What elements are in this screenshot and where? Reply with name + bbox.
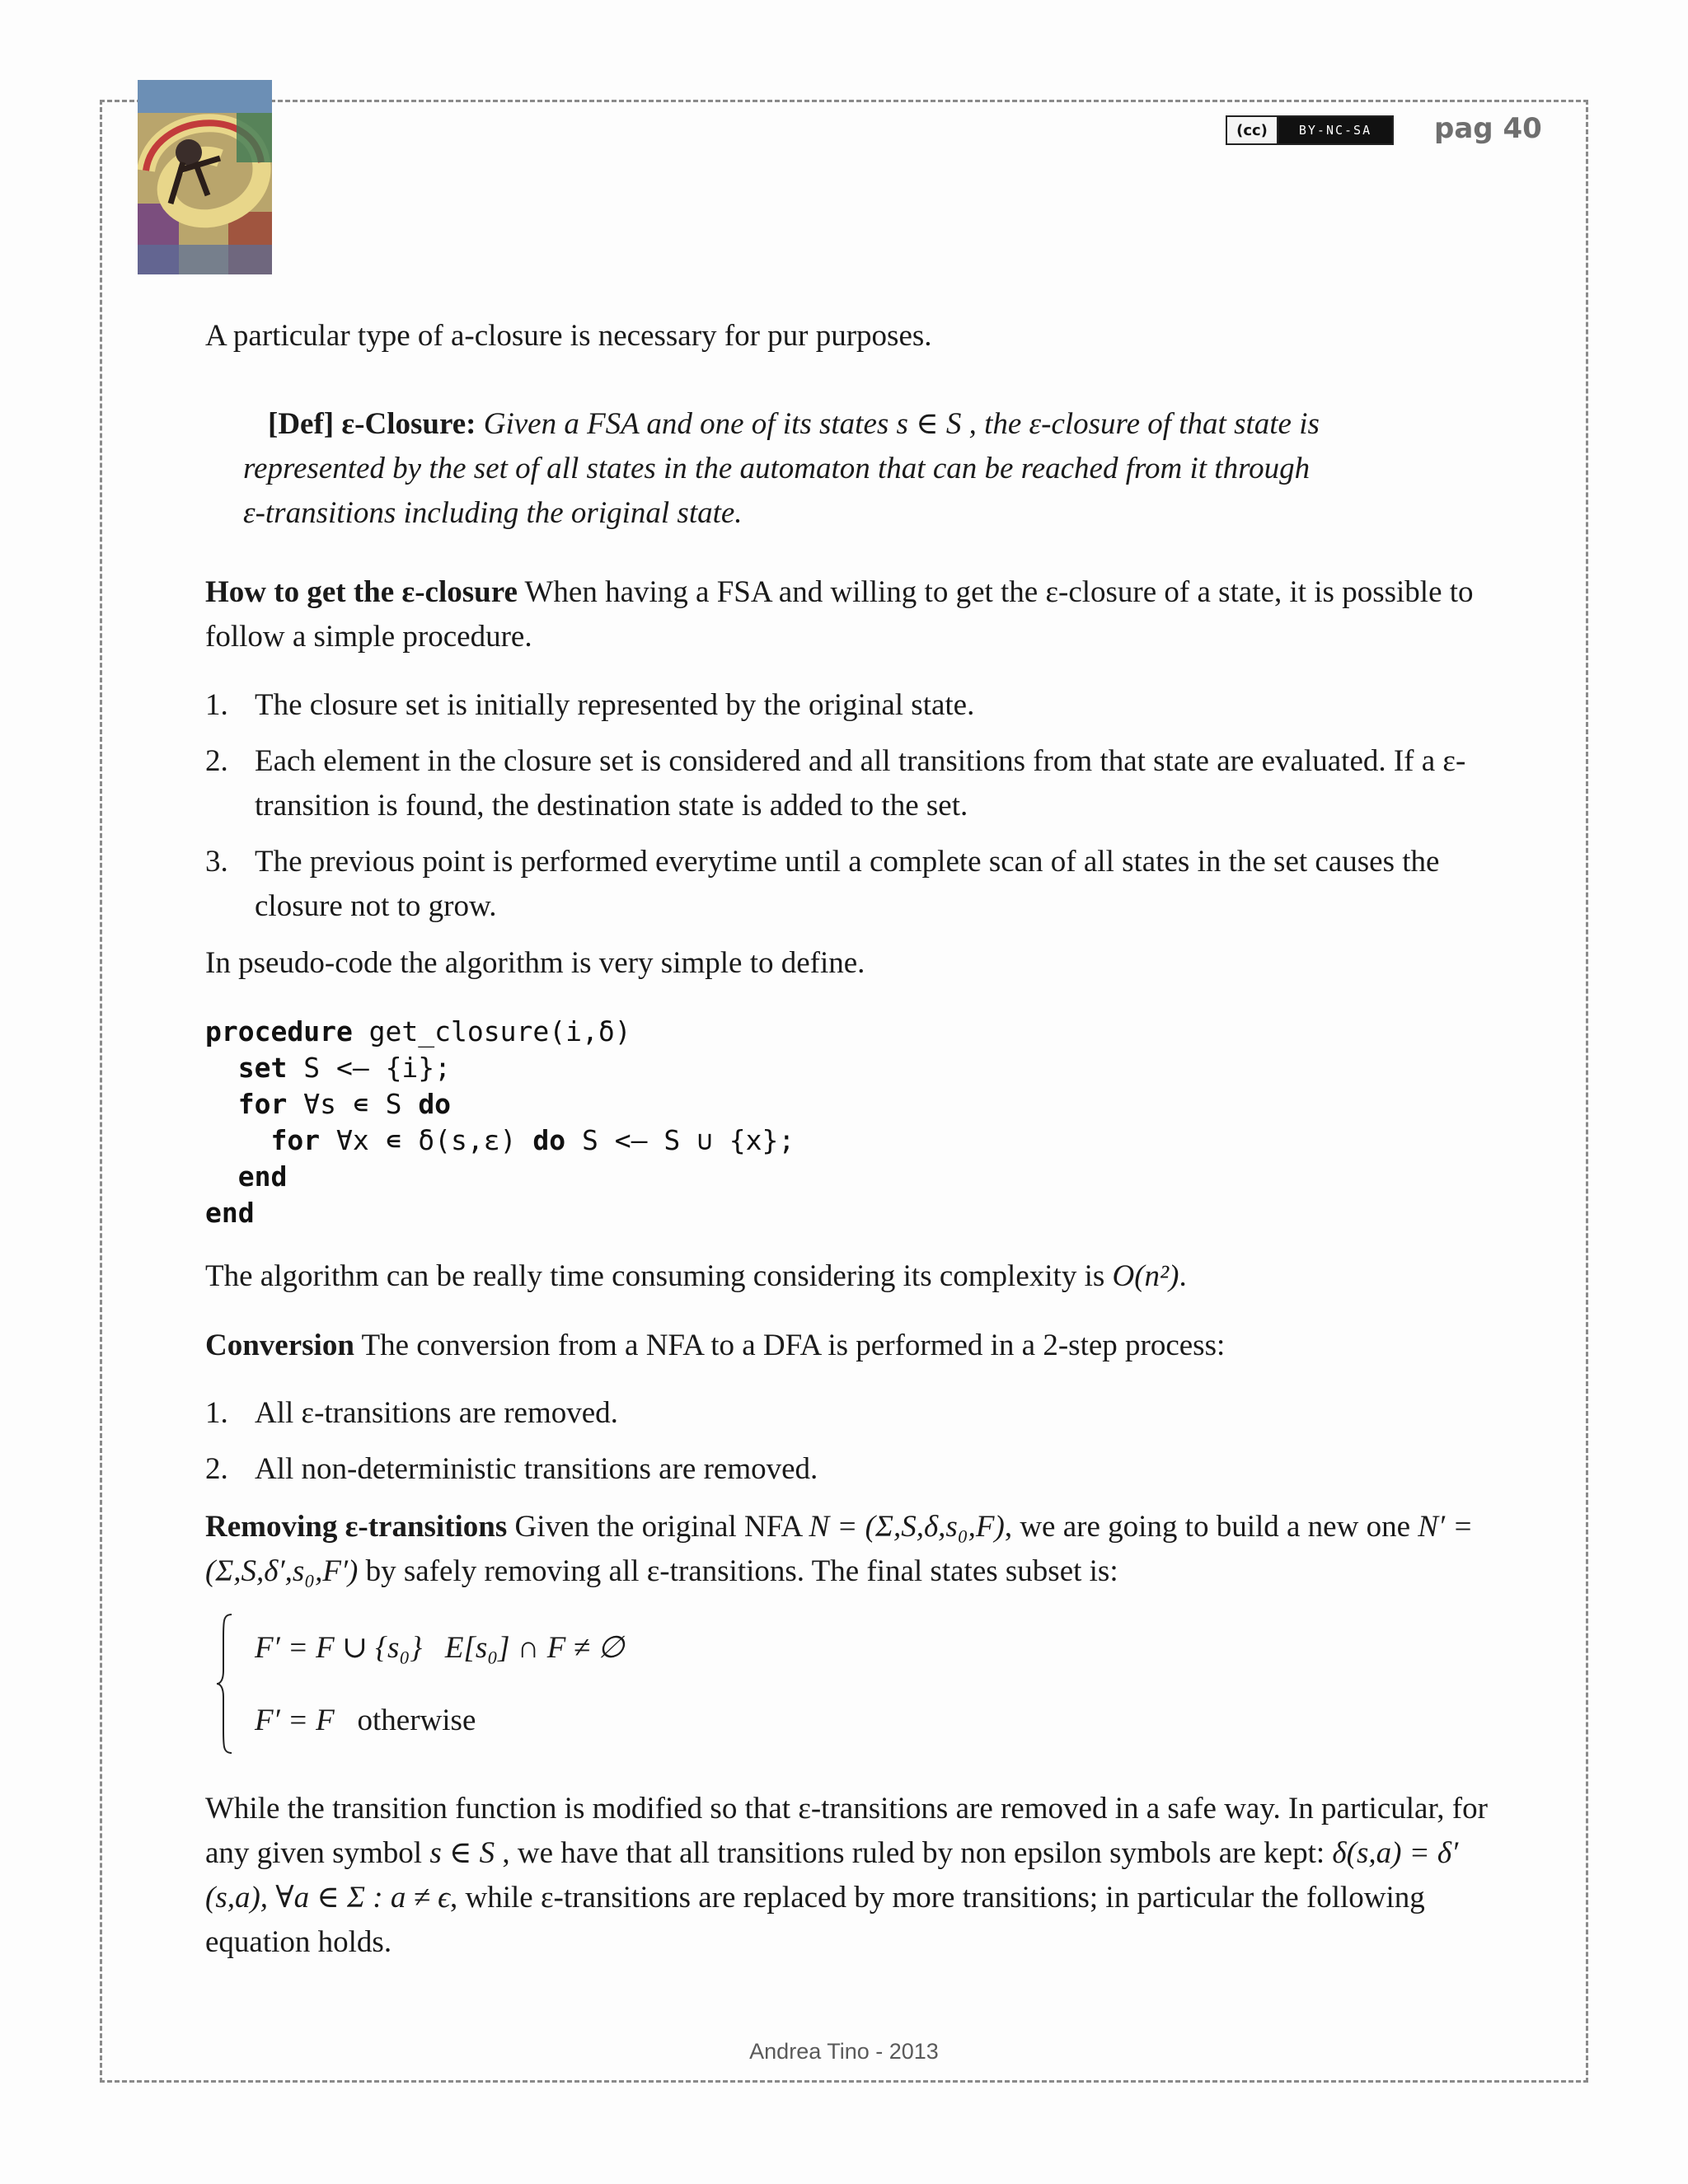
cc-license-badge[interactable]: [1226, 115, 1394, 145]
removing-heading: Removing ε-transitions: [205, 1510, 508, 1544]
page-footer: Andrea Tino - 2013: [749, 2039, 939, 2064]
cc-icon: (cc): [1227, 117, 1278, 143]
license-label: BY-NC-SA: [1298, 123, 1372, 138]
nfa-tuple: N = (Σ,S,δ,s₀,F): [809, 1510, 1005, 1544]
closure-steps-list: [205, 683, 1507, 929]
pseudo-code-block: [205, 1014, 1507, 1231]
page-number: pag 40: [1434, 112, 1542, 145]
case-line-1: F′ = F ∪ {s₀} E[s₀] ∩ F ≠ ∅: [255, 1631, 625, 1665]
left-brace: [215, 1613, 233, 1755]
complexity-paragraph: The algorithm can be really time consuming considering its complexity is O(n²).: [205, 1259, 1187, 1293]
definition-text-cont: , the ε-closure of that state is: [968, 407, 1320, 441]
code-line: end: [237, 1160, 288, 1193]
definition-label: [Def] ε-Closure:: [268, 407, 476, 441]
definition-line-3: ε-transitions including the original state.: [243, 496, 743, 530]
list-item: 2. Each element in the closure set is considered and all transitions from that state are evaluated. If a ε-transition is found, the destination state is added to the set.: [205, 744, 1466, 823]
code-line: set S <– {i};: [237, 1052, 452, 1084]
final-paragraph: While the transition function is modified so that ε-transitions are removed in a safe way. In particular, for any given symbol s ∈ S , we have that all transitions ruled by non epsilon symbols are kept: δ(s,a) = δ′(s,a), ∀a ∈ Σ : a ≠ ϵ, while ε-transitions are replaced by more transitions; in particular the following equation holds.: [205, 1792, 1488, 1959]
new-nfa-tuple: N′ = (Σ,S,δ′,s₀,F′): [205, 1510, 1474, 1588]
final-states-cases: [215, 1611, 792, 1760]
code-line: procedure get_closure(i,δ): [205, 1015, 631, 1047]
conversion-steps-list: [205, 1391, 1507, 1492]
definition-math: s ∈ S: [896, 407, 962, 441]
list-item: 3. The previous point is performed everytime until a complete scan of all states in the set causes the closure not to grow.: [205, 845, 1440, 923]
definition-line-2: represented by the set of all states in the automaton that can be reached from it through: [243, 452, 1311, 485]
code-line: for ∀s ∊ S do: [237, 1088, 452, 1120]
code-line: for ∀x ∊ δ(s,ε) do S <– S ∪ {x};: [270, 1124, 795, 1156]
conversion-paragraph: Conversion The conversion from a NFA to a DFA is performed in a 2-step process:: [205, 1329, 1226, 1362]
complexity-math: O(n²): [1112, 1259, 1179, 1293]
list-item: 1. All ε-transitions are removed.: [205, 1396, 618, 1430]
case-line-2: F′ = F otherwise: [255, 1704, 476, 1737]
conversion-heading: Conversion: [205, 1329, 354, 1362]
list-item: 2. All non-deterministic transitions are removed.: [205, 1452, 818, 1486]
list-item: 1. The closure set is initially represented by the original state.: [205, 688, 975, 722]
removing-paragraph: Removing ε-transitions Given the original NFA N = (Σ,S,δ,s₀,F), we are going to build a new one N′ = (Σ,S,δ′,s₀,F′) by safely removing all ε-transitions. The final states subset is:: [205, 1510, 1474, 1588]
cover-illustration: [138, 80, 272, 274]
transition-equation: δ(s,a) = δ′(s,a), ∀a ∈ Σ : a ≠ ϵ: [205, 1836, 1459, 1915]
intro-paragraph: A particular type of a-closure is necessary for pur purposes.: [205, 319, 932, 353]
definition-block: [243, 402, 1438, 536]
symbol-math: s ∈ S: [429, 1836, 495, 1870]
code-line: end: [205, 1197, 255, 1229]
pseudo-code-intro: In pseudo-code the algorithm is very simple to define.: [205, 946, 865, 980]
how-to-text: When having a FSA and willing to get the ε-closure of a state, it is possible to follow a simple procedure.: [205, 575, 1474, 654]
how-to-paragraph: [205, 570, 1507, 659]
definition-text: Given a FSA and one of its states: [483, 407, 889, 441]
how-to-heading: How to get the ε-closure: [205, 575, 518, 609]
